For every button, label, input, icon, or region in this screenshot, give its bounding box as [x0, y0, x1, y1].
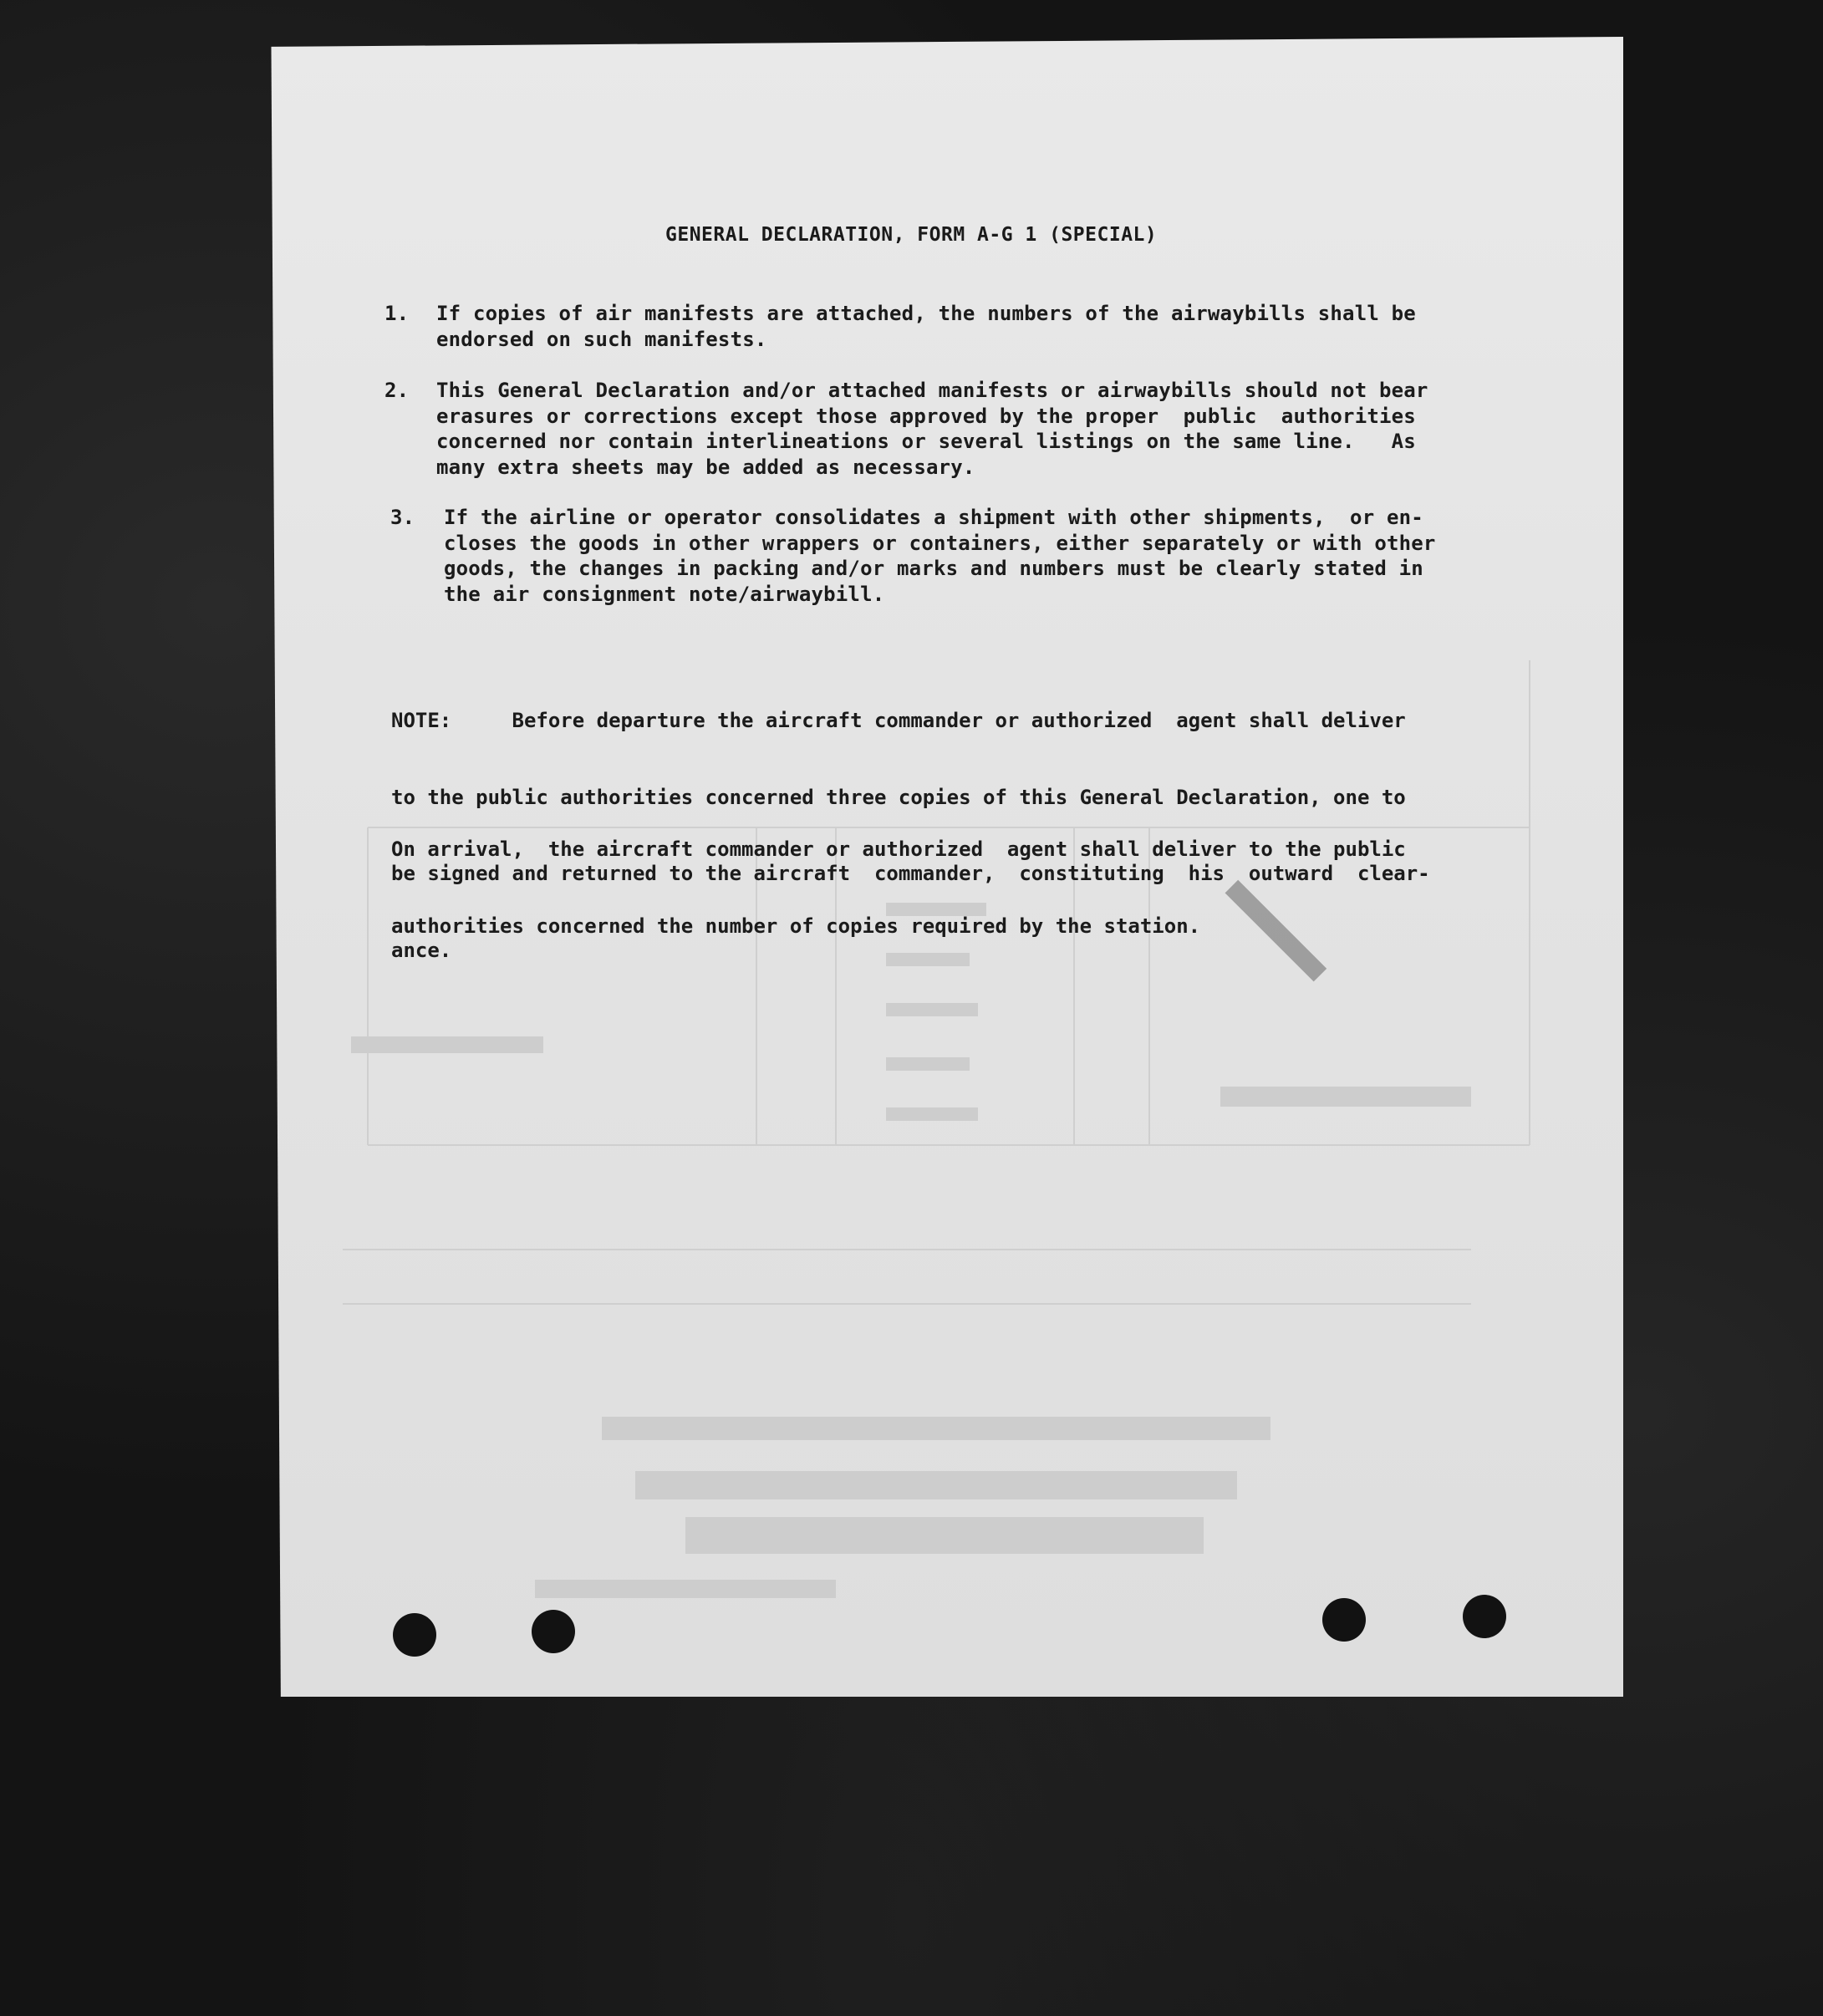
list-item-number: 1. [384, 302, 410, 325]
list-item-text: This General Declaration and/or attached manifests or airwaybills should not bear erasures or corrections except those approved by the proper public authorities concerned nor contain interlineations or several listings on the same line. As many extra sheets may be added as necessary. [436, 379, 1428, 479]
punch-hole [1322, 1598, 1366, 1642]
list-item-number: 2. [384, 379, 410, 402]
arrival-paragraph: On arrival, the aircraft commander or authorized agent shall deliver to the public authorities concerned the number of copies required by the station. [391, 837, 1406, 938]
punch-hole [1463, 1595, 1506, 1638]
page-title: GENERAL DECLARATION, FORM A-G 1 (SPECIAL) [665, 224, 1158, 246]
punch-hole [532, 1610, 575, 1653]
list-item-text: If copies of air manifests are attached, the numbers of the airwaybills shall be endorsed on such manifests. [436, 302, 1416, 351]
punch-hole [393, 1613, 436, 1657]
note-paragraph: NOTE: Before departure the aircraft commander or authorized agent shall deliver to the public authorities concerned three copies of this General Declaration, one to be signed and returned to the aircraft commander, constituting his outward clear- ance. [391, 709, 1430, 962]
list-item-number: 3. [390, 506, 415, 529]
list-item-text: If the airline or operator consolidates a shipment with other shipments, or en- closes the goods in other wrappers or containers, either separately or with other goods, the changes in packing and/or marks and numbers must be clearly stated in the air consignment note/airwaybill. [444, 506, 1436, 606]
